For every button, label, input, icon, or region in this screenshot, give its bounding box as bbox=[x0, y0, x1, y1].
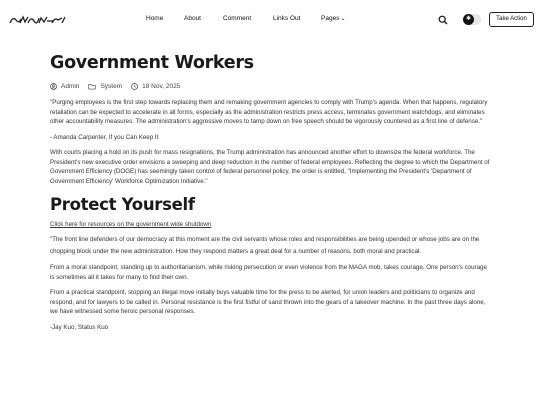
article bbox=[50, 52, 490, 332]
nav-links-out[interactable]: Links Out bbox=[273, 15, 301, 22]
folder-icon bbox=[88, 83, 96, 90]
quote-attribution: -Jay Kuo, Status Kuo bbox=[50, 323, 109, 331]
quote-paragraph: "The front line defenders of our democracy at this moment are the civil servants whose roles and responsibilities are being upended or whose jobs are on the chopping block under the new administration. How they respond matters a great deal for a number of reasons, both moral and practical. bbox=[50, 236, 480, 255]
chevron-down-icon: ⌄ bbox=[340, 16, 346, 22]
star-icon: ✱ bbox=[466, 16, 472, 22]
meta-category[interactable] bbox=[88, 83, 122, 90]
nav-home[interactable]: Home bbox=[146, 15, 164, 22]
body-paragraph: From a moral standpoint, standing up to authoritarianism, while risking persecution or even violence from the MAGA mob, takes courage. One person's courage is sometimes all it takes for many to find their own. bbox=[50, 264, 487, 281]
author-name: Admin bbox=[61, 82, 80, 90]
quote-paragraph: "Purging employees is the first step towards replacing them and remaking government agencies to comply with Trump's agenda. When that happens, regulatory retaliation can be expected to accelerate in all forms, especially as the administration restricts press access, terminates government watchdogs, and eliminates other accountability measures. The administration's aggressive moves to tamp down on free speech should be vigorously countered as a first line of defense." bbox=[50, 99, 488, 125]
main-nav bbox=[0, 15, 540, 27]
page-title: Government Workers bbox=[50, 53, 254, 73]
user-icon bbox=[50, 83, 57, 90]
section-protect bbox=[50, 195, 490, 332]
section-title: Protect Yourself bbox=[50, 195, 195, 214]
body-paragraph: From a practical standpoint, stopping an illegal move initially buys valuable time for the press to be alerted, for union leaders and politicians to organize and respond, and for lawyers to be called in. Personal resistance is the first fistful of sand thrown into the gears of a takeover machine. In the past three days alone, we have witnessed some heroic personal responses. bbox=[50, 289, 486, 315]
site-header bbox=[0, 0, 540, 40]
theme-toggle[interactable] bbox=[463, 14, 481, 25]
meta-author[interactable] bbox=[50, 83, 79, 90]
body-paragraph: With courts placing a hold on its push for mass resignations, the Trump administration has announced another effort to downsize the federal workforce. The President's new executive order envisions a sweeping and deep reduction in the number of federal employees. Reflecting the degree to which the Department of Government Efficiency (DOGE) has seemingly taken control of federal personnel policy, the order is entitled, "Implementing the President's 'Department of Government Efficiency' Workforce Optimization Initiative." bbox=[50, 149, 490, 185]
shutdown-resources-link[interactable]: Click here for resources on the government wide shutdown bbox=[50, 221, 212, 228]
take-action-button[interactable]: Take Action bbox=[489, 12, 534, 27]
post-date: 18 Nov, 2025 bbox=[142, 82, 181, 90]
search-icon[interactable] bbox=[438, 15, 448, 25]
nav-pages[interactable] bbox=[321, 15, 345, 22]
quote-attribution: - Amanda Carpenter, If you Can Keep It bbox=[50, 133, 159, 141]
meta-date bbox=[131, 83, 180, 90]
nav-about[interactable]: About bbox=[184, 15, 201, 22]
nav-comment[interactable]: Comment bbox=[223, 15, 252, 22]
category-name: System bbox=[100, 82, 123, 90]
post-meta bbox=[50, 81, 490, 91]
clock-icon bbox=[131, 83, 138, 90]
nav-pages-label: Pages bbox=[321, 15, 340, 22]
